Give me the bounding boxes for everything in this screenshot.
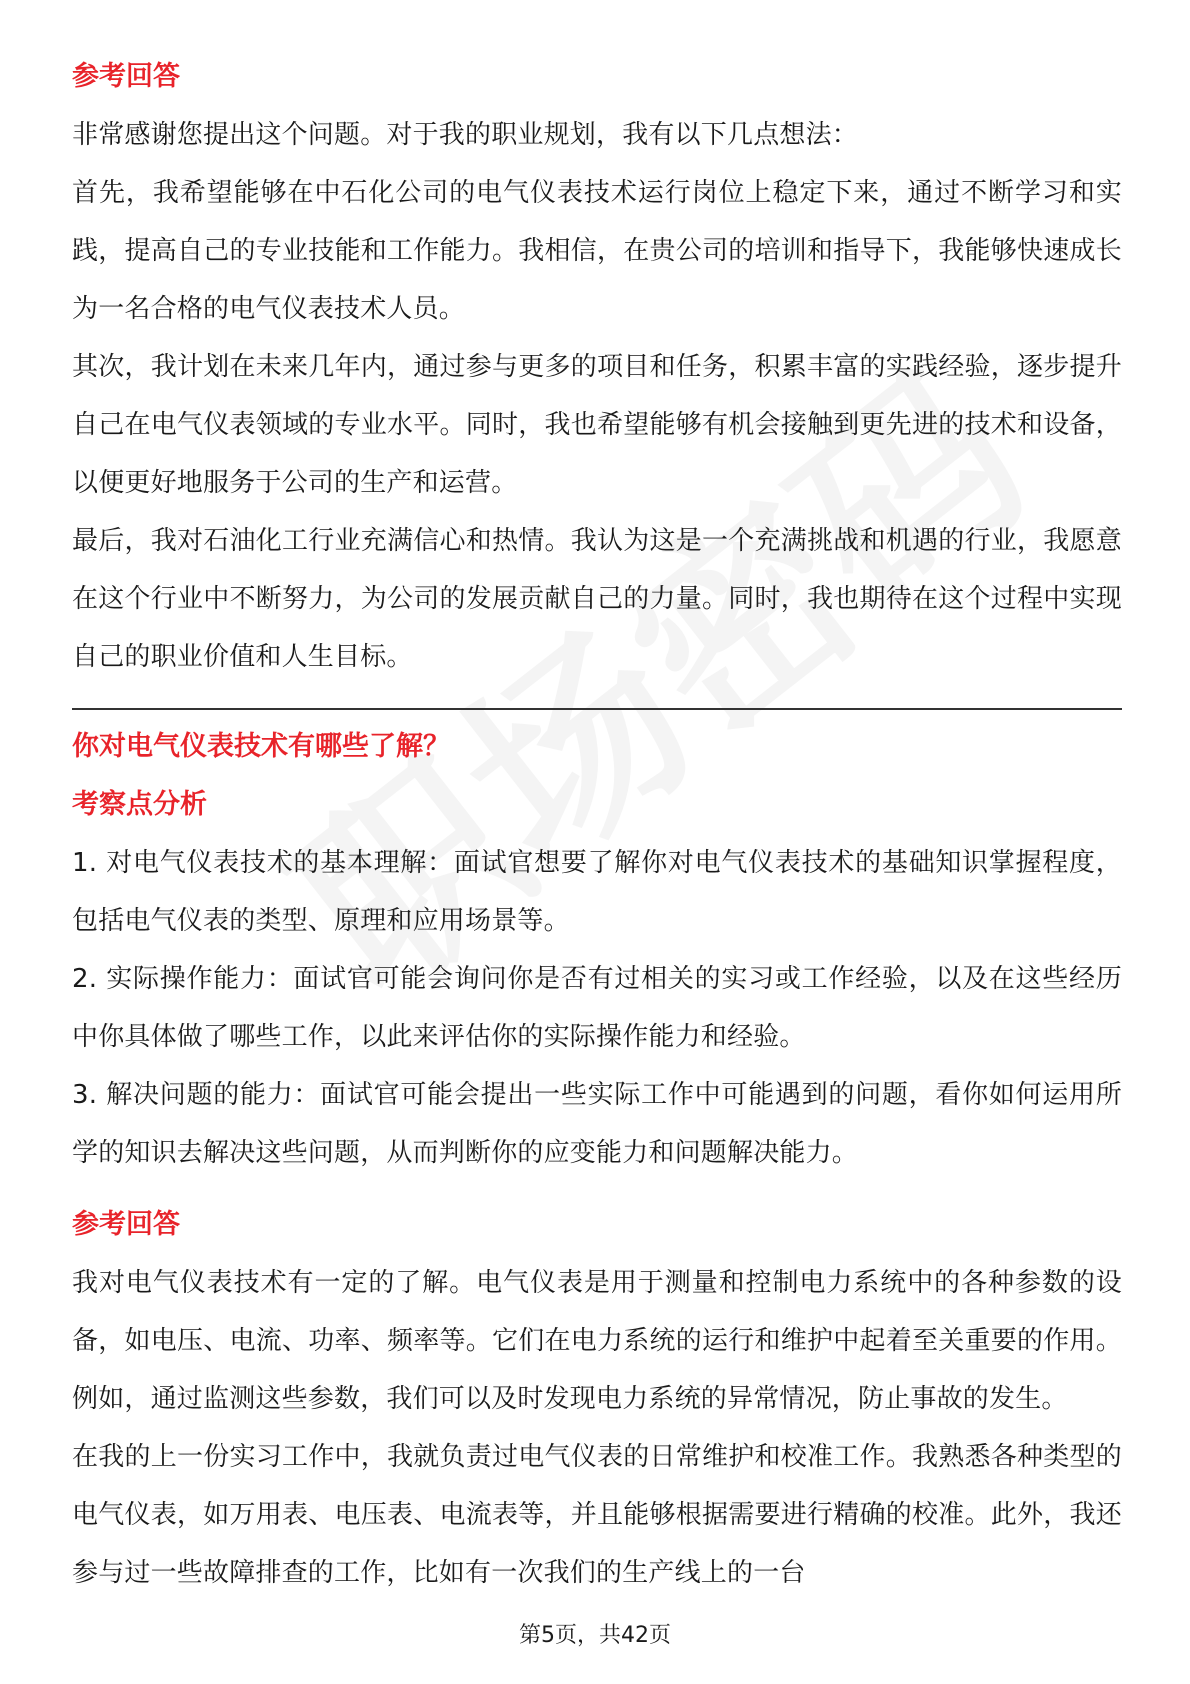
paragraph: 在我的上一份实习工作中，我就负责过电气仪表的日常维护和校准工作。我熟悉各种类型的电气仪表，如万用表、电压表、电流表等，并且能够根据需要进行精确的校准。此外，我还参与过一些故障排查的工作，比如有一次我们的生产线上的一台: [72, 1442, 1122, 1588]
analysis-item: 1. 对电气仪表技术的基本理解：面试官想要了解你对电气仪表技术的基础知识掌握程度，包括电气仪表的类型、原理和应用场景等。: [72, 848, 1122, 936]
page-footer: 第5页，共42页: [519, 1623, 671, 1648]
question-heading: 你对电气仪表技术有哪些了解？: [72, 731, 450, 762]
paragraph: 其次，我计划在未来几年内，通过参与更多的项目和任务，积累丰富的实践经验，逐步提升自己在电气仪表领域的专业水平。同时，我也希望能够有机会接触到更先进的技术和设备，以便更好地服务于公司的生产和运营。: [72, 352, 1122, 498]
paragraph: 非常感谢您提出这个问题。对于我的职业规划，我有以下几点想法：: [72, 120, 859, 150]
section-divider: [72, 708, 1122, 710]
paragraph: 首先，我希望能够在中石化公司的电气仪表技术运行岗位上稳定下来，通过不断学习和实践，提高自己的专业技能和工作能力。我相信，在贵公司的培训和指导下，我能够快速成长为一名合格的电气仪表技术人员。: [72, 178, 1122, 324]
document-page: [72, 48, 1122, 1602]
analysis-item: 3. 解决问题的能力：面试官可能会提出一些实际工作中可能遇到的问题，看你如何运用所学的知识去解决这些问题，从而判断你的应变能力和问题解决能力。: [72, 1080, 1122, 1168]
paragraph: 我对电气仪表技术有一定的了解。电气仪表是用于测量和控制电力系统中的各种参数的设备，如电压、电流、功率、频率等。它们在电力系统的运行和维护中起着至关重要的作用。例如，通过监测这些参数，我们可以及时发现电力系统的异常情况，防止事故的发生。: [72, 1268, 1122, 1414]
answer-heading-1: 参考回答: [72, 61, 180, 92]
analysis-item: 2. 实际操作能力：面试官可能会询问你是否有过相关的实习或工作经验，以及在这些经历中你具体做了哪些工作，以此来评估你的实际操作能力和经验。: [72, 964, 1122, 1052]
paragraph: 最后，我对石油化工行业充满信心和热情。我认为这是一个充满挑战和机遇的行业，我愿意在这个行业中不断努力，为公司的发展贡献自己的力量。同时，我也期待在这个过程中实现自己的职业价值和人生目标。: [72, 526, 1122, 672]
answer-heading-2: 参考回答: [72, 1209, 180, 1240]
analysis-heading: 考察点分析: [72, 789, 207, 820]
